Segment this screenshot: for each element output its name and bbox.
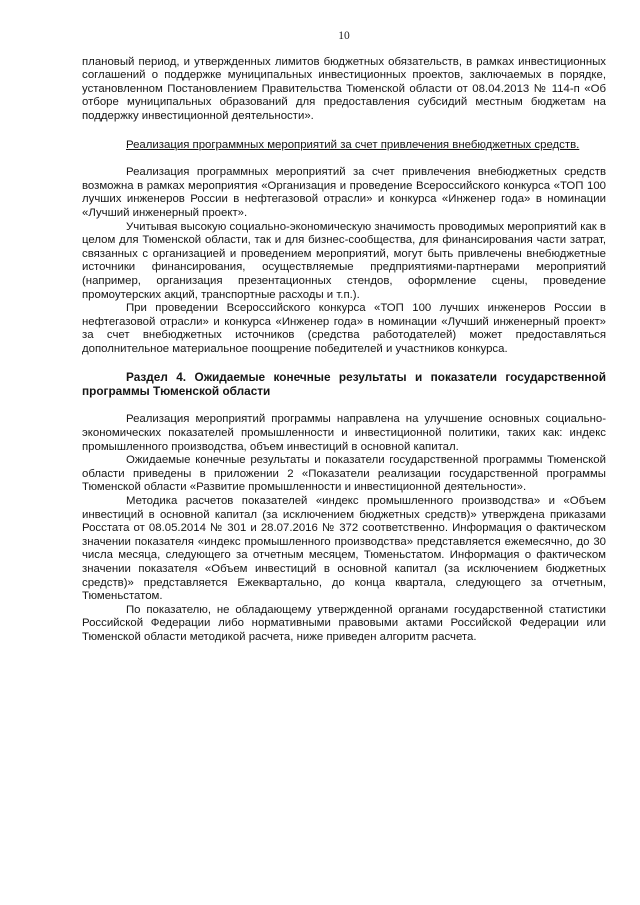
paragraph-extrabudgetary-3: При проведении Всероссийского конкурса «ТОП 100 лучших инженеров России в нефтегазовой отрасли» и конкурса «Инженер года» в номинации «Лучший инженерный проект» за счет внебюджетных источников (средства работодателей) может предоставляться дополнительное материальное поощрение победителей и участников конкурса.: [82, 302, 606, 355]
page-number: 10: [338, 30, 350, 42]
paragraph-continuation: плановый период, и утвержденных лимитов бюджетных обязательств, в рамках инвестиционных соглашений о поддержке муниципальных инвестиционных проектов, заключаемых в порядке, установленном Постановлением Правительства Тюменской области от 08.04.2013 № 114-п «Об отборе муниципальных образований для предоставления субсидий местным бюджетам на поддержку инвестиционной деятельности».: [82, 55, 606, 122]
subheading-extrabudgetary: Реализация программных мероприятий за счет привлечения внебюджетных средств.: [126, 138, 580, 151]
paragraph-extrabudgetary-2: Учитывая высокую социально-экономическую значимость проводимых мероприятий как в целом для Тюменской области, так и для бизнес-сообщества, для финансирования части затрат, связанных с организацией и проведением мероприятий, могут быть привлечены внебюджетные источники финансирования, осуществляемые предприятиями-партнерами мероприятий (например, организация презентационных стендов, оформление сцены, проведение промоутерских акций, транспортные расходы и т.п.).: [82, 220, 606, 301]
section-heading-4: Раздел 4. Ожидаемые конечные результаты и показатели государственной программы Тюменской области: [82, 370, 606, 399]
paragraph-results-2: Ожидаемые конечные результаты и показатели государственной программы Тюменской области приведены в приложении 2 «Показатели реализации государственной программы Тюменской области «Развитие промышленности и инвестиционной деятельности».: [82, 454, 606, 494]
paragraph-methodology: Методика расчетов показателей «индекс промышленного производства» и «Объем инвестиций в основной капитал (за исключением бюджетных средств)» утверждена приказами Росстата от 08.05.2014 № 301 и 28.07.2016 № 372 соответственно. Информация о фактическом значении показателя «индекс промышленного производства» представляется ежемесячно, до 30 числа месяца, следующего за отчетным месяцем, Тюменьстатом. Информация о фактическом значении показателя «Объем инвестиций в основной капитал (за исключением бюджетных средств)» представляется Ежеквартально, до конца квартала, следующего за отчетным, Тюменьстатом.: [82, 495, 606, 603]
paragraph-algorithm: По показателю, не обладающему утвержденной органами государственной статистики Российской Федерации либо нормативными правовыми актами Российской Федерации или Тюменской области методикой расчета, ниже приведен алгоритм расчета.: [82, 603, 606, 643]
paragraph-extrabudgetary-1: Реализация программных мероприятий за счет привлечения внебюджетных средств возможна в рамках мероприятия «Организация и проведение Всероссийского конкурса «ТОП 100 лучших инженеров России в нефтегазовой отрасли» и конкурса «Инженер года» в номинации «Лучший инженерный проект».: [82, 166, 606, 219]
paragraph-results-1: Реализация мероприятий программы направлена на улучшение основных социально-экономических показателей промышленности и инвестиционной политики, таких как: индекс промышленного производства, объем инвестиций в основной капитал.: [82, 413, 606, 453]
